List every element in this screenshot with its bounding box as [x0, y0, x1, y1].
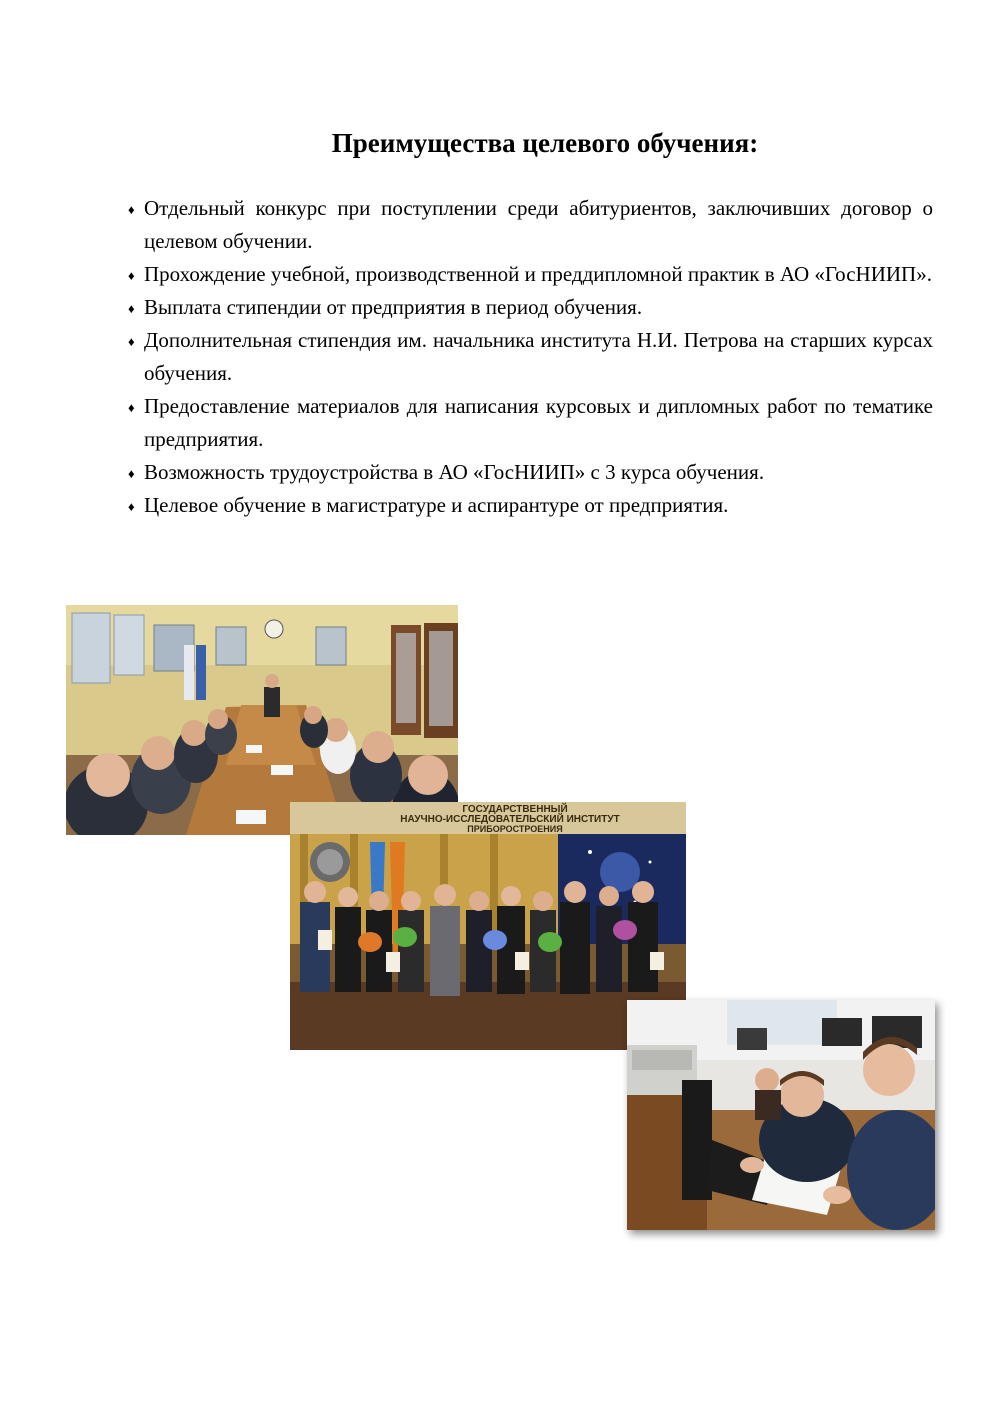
- diamond-bullet-icon: ♦: [128, 499, 135, 514]
- computer-lab-photo: [627, 1000, 935, 1230]
- benefit-text: Целевое обучение в магистратуре и аспирантуре от предприятия.: [144, 493, 729, 517]
- benefit-text: Предоставление материалов для написания курсовых и дипломных работ по тематике предприятия.: [144, 394, 933, 451]
- list-item: [128, 489, 933, 522]
- photo-meeting-room: [66, 605, 458, 835]
- diamond-bullet-icon: ♦: [128, 268, 135, 283]
- page-title: Преимущества целевого обучения:: [331, 128, 759, 158]
- list-item: [128, 456, 933, 489]
- diamond-bullet-icon: ♦: [128, 202, 135, 217]
- benefit-text: Выплата стипендии от предприятия в период обучения.: [144, 295, 643, 319]
- benefit-text: Прохождение учебной, производственной и преддипломной практик в АО «ГосНИИП».: [144, 262, 932, 286]
- diamond-bullet-icon: ♦: [128, 334, 135, 349]
- diamond-bullet-icon: ♦: [128, 301, 135, 316]
- list-item: [128, 324, 933, 390]
- list-item: [128, 192, 933, 258]
- banner-line-3: ПРИБОРОСТРОЕНИЯ: [467, 824, 563, 834]
- list-item: [128, 291, 933, 324]
- banner-line-1: ГОСУДАРСТВЕННЫЙ: [462, 804, 568, 815]
- list-item: [128, 390, 933, 456]
- diamond-bullet-icon: ♦: [128, 466, 135, 481]
- benefit-text: Дополнительная стипендия им. начальника института Н.И. Петрова на старших курсах обучения.: [144, 328, 933, 385]
- benefit-text: Возможность трудоустройства в АО «ГосНИИП» с 3 курса обучения.: [144, 460, 765, 484]
- diamond-bullet-icon: ♦: [128, 400, 135, 415]
- benefits-list: [128, 192, 933, 522]
- benefit-text: Отдельный конкурс при поступлении среди абитуриентов, заключивших договор о целевом обучении.: [144, 196, 933, 253]
- meeting-room-photo: [66, 605, 458, 835]
- banner-line-2: НАУЧНО-ИССЛЕДОВАТЕЛЬСКИЙ ИНСТИТУТ: [400, 814, 620, 825]
- list-item: [128, 258, 933, 291]
- photo-computer-lab: [627, 1000, 935, 1230]
